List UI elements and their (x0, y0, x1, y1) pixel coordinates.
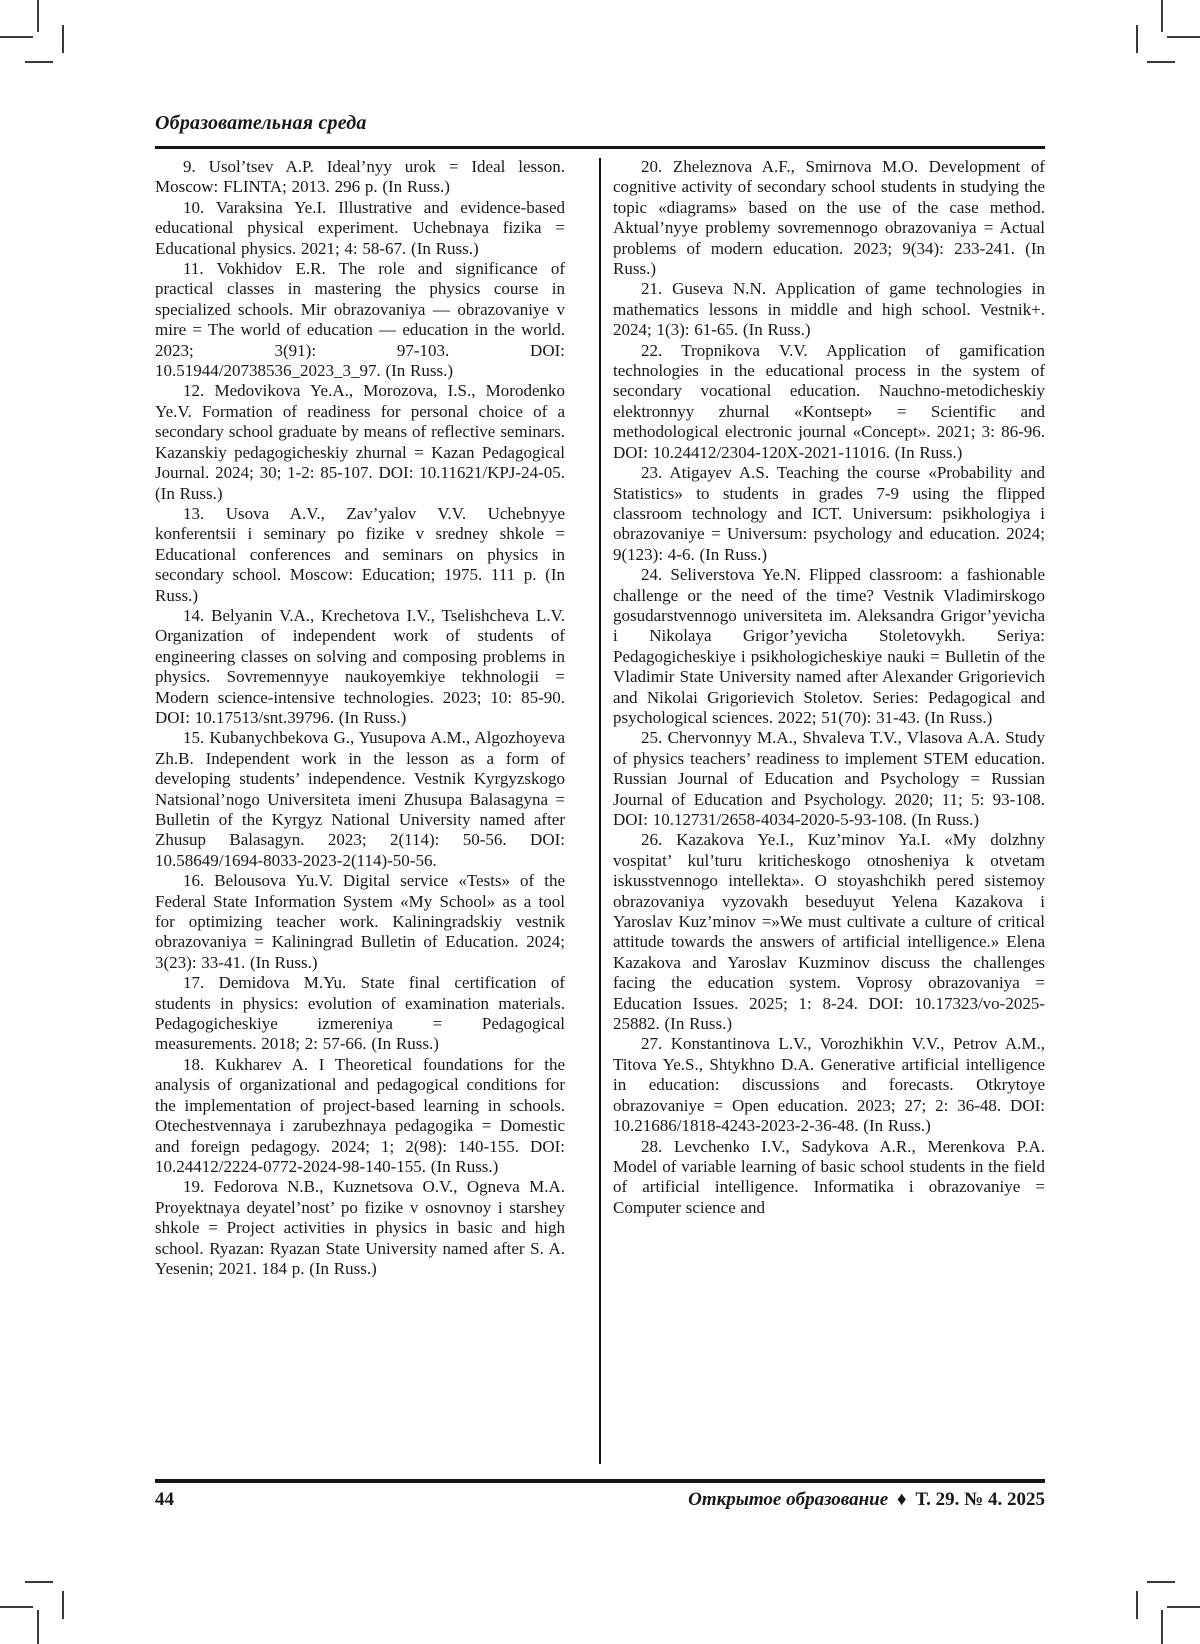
references-column-left (155, 157, 565, 1279)
crop-mark (25, 1581, 53, 1583)
reference-item: 24. Seliverstova Ye.N. Flipped classroom: a fashionable challenge or the need of the time? Vestnik Vladimirskogo gosudarstvennogo universiteta im. Aleksandra Grigor’yevicha i Nikolaya Grigor’yevicha Stoletovykh. Seriya: Pedagogicheskiye i psikhologicheskiye nauki = Bulletin of the Vladimir State University named after Alexander Grigorievich and Nikolai Grigorievich Stoletov. Series: Pedagogical and psychological sciences. 2022; 51(70): 31-43. (In Russ.) (613, 565, 1045, 727)
column-divider-rule (599, 158, 601, 1464)
reference-item: 11. Vokhidov E.R. The role and significance of practical classes in mastering the physics course in specialized schools. Mir obrazovaniya — obrazovaniye v mire = The world of education — education in the world. 2023; 3(91): 97-103. DOI: 10.51944/20738536_2023_3_97. (In Russ.) (155, 259, 565, 381)
crop-mark (1161, 1610, 1163, 1644)
reference-item: 21. Guseva N.N. Application of game technologies in mathematics lessons in middle and high school. Vestnik+. 2024; 1(3): 61-65. (In Russ.) (613, 279, 1045, 340)
footer-rule (155, 1479, 1045, 1483)
crop-mark (1167, 1606, 1200, 1608)
crop-mark (1167, 36, 1200, 38)
reference-item: 20. Zheleznova A.F., Smirnova M.O. Development of cognitive activity of secondary school students in studying the topic «diagrams» based on the use of the case method. Aktual’nyye problemy sovremennogo obrazovaniya = Actual problems of modern education. 2023; 9(34): 233-241. (In Russ.) (613, 157, 1045, 279)
crop-mark (37, 1610, 39, 1644)
reference-item: 13. Usova A.V., Zav’yalov V.V. Uchebnyye konferentsii i seminary po fizike v sredney shkole = Educational conferences and seminars on physics in secondary school. Moscow: Education; 1975. 111 p. (In Russ.) (155, 503, 565, 605)
reference-item: 15. Kubanychbekova G., Yusupova A.M., Algozhoyeva Zh.B. Independent work in the lesson as a form of developing students’ independence. Vestnik Kyrgyzskogo Natsional’nogo Universiteta imeni Zhusupa Balasagyna = Bulletin of the Kyrgyz National University named after Zhusup Balasagyn. 2023; 2(114): 50-56. DOI: 10.58649/1694-8033-2023-2(114)-50-56. (155, 728, 565, 870)
crop-mark (25, 61, 53, 63)
reference-item: 27. Konstantinova L.V., Vorozhikhin V.V., Petrov A.M., Titova Ye.S., Shtykhno D.A. Generative artificial intelligence in education: discussions and forecasts. Otkrytoye obrazovaniye = Open education. 2023; 27; 2: 36-48. DOI: 10.21686/1818-4243-2023-2-36-48. (In Russ.) (613, 1034, 1045, 1136)
crop-mark (1161, 0, 1163, 32)
header-rule (155, 146, 1045, 149)
diamond-icon: ♦ (896, 1489, 907, 1510)
crop-mark (1136, 25, 1138, 53)
reference-item: 26. Kazakova Ye.I., Kuz’minov Ya.I. «My dolzhny vospitat’ kul’turu kriticheskogo otnosheniya k otvetam iskusstvennogo intellekta». O stoyashchikh pered sistemoy obrazovaniya vyzovakh beseduyut Yelena Kazakova i Yaroslav Kuz’minov =»We must cultivate a culture of critical attitude towards the answers of artificial intelligence.» Elena Kazakova and Yaroslav Kuzminov discuss the challenges facing the education system. Voprosy obrazovaniya = Education Issues. 2025; 1: 8-24. DOI: 10.17323/vo-2025-25882. (In Russ.) (613, 830, 1045, 1034)
page-number: 44 (155, 1489, 174, 1510)
reference-item: 28. Levchenko I.V., Sadykova A.R., Merenkova P.A. Model of variable learning of basic school students in the field of artificial intelligence. Informatika i obrazovaniye = Computer science and (613, 1136, 1045, 1217)
crop-mark (1147, 61, 1175, 63)
crop-mark (62, 1591, 64, 1619)
reference-item: 12. Medovikova Ye.A., Morozova, I.S., Morodenko Ye.V. Formation of readiness for personal choice of a secondary school graduate by means of reflective seminars. Kazanskiy pedagogicheskiy zhurnal = Kazan Pedagogical Journal. 2024; 30; 1-2: 85-107. DOI: 10.11621/KPJ-24-05. (In Russ.) (155, 381, 565, 503)
reference-item: 10. Varaksina Ye.I. Illustrative and evidence-based educational physical experiment. Uchebnaya fizika = Educational physics. 2021; 4: 58-67. (In Russ.) (155, 197, 565, 258)
crop-mark (1136, 1591, 1138, 1619)
footer (155, 1489, 1045, 1511)
running-head (155, 112, 1045, 135)
footer-journal-line (688, 1489, 1045, 1511)
crop-mark (1147, 1581, 1175, 1583)
reference-item: 22. Tropnikova V.V. Application of gamification technologies in the educational process in the system of secondary vocational education. Nauchno-metodicheskiy elektronnyy zhurnal «Kontsept» = Scientific and methodological electronic journal «Concept». 2021; 3: 86-96. DOI: 10.24412/2304-120X-2021-11016. (In Russ.) (613, 340, 1045, 462)
crop-mark (62, 25, 64, 53)
reference-item: 19. Fedorova N.B., Kuznetsova O.V., Ogneva M.A. Proyektnaya deyatel’nost’ po fizike v osnovnoy i starshey shkole = Project activities in physics in basic and high school. Ryazan: Ryazan State University named after S. A. Yesenin; 2021. 184 p. (In Russ.) (155, 1177, 565, 1278)
reference-item: 9. Usol’tsev A.P. Ideal’nyy urok = Ideal lesson. Moscow: FLINTA; 2013. 296 p. (In Russ.) (155, 157, 565, 197)
journal-name: Открытое образование (688, 1489, 889, 1510)
crop-mark (0, 36, 33, 38)
reference-item: 25. Chervonnyy M.A., Shvaleva T.V., Vlasova A.A. Study of physics teachers’ readiness to implement STEM education. Russian Journal of Education and Psychology = Russian Journal of Education and Psychology. 2020; 11; 5: 93-108. DOI: 10.12731/2658-4034-2020-5-93-108. (In Russ.) (613, 728, 1045, 829)
issue-reference: Т. 29. № 4. 2025 (915, 1489, 1045, 1510)
reference-item: 17. Demidova M.Yu. State final certification of students in physics: evolution of examination materials. Pedagogicheskiye izmereniya = Pedagogical measurements. 2018; 2: 57-66. (In Russ.) (155, 973, 565, 1054)
section-title: Образовательная среда (155, 112, 367, 134)
crop-mark (37, 0, 39, 32)
reference-item: 23. Atigayev A.S. Teaching the course «Probability and Statistics» to students in grades 7-9 using the flipped classroom technology and ICT. Universum: psikhologiya i obrazovaniye = Universum: psychology and education. 2024; 9(123): 4-6. (In Russ.) (613, 463, 1045, 564)
references-section (155, 156, 1045, 1468)
crop-mark (0, 1606, 33, 1608)
references-column-right (613, 157, 1045, 1218)
reference-item: 16. Belousova Yu.V. Digital service «Tests» of the Federal State Information System «My School» as a tool for optimizing teacher work. Kaliningradskiy vestnik obrazovaniya = Kaliningrad Bulletin of Education. 2024; 3(23): 33-41. (In Russ.) (155, 871, 565, 972)
reference-item: 18. Kukharev A. I Theoretical foundations for the analysis of organizational and pedagogical conditions for the implementation of project-based learning in schools. Otechestvennaya i zarubezhnaya pedagogika = Domestic and foreign pedagogy. 2024; 1; 2(98): 140-155. DOI: 10.24412/2224-0772-2024-98-140-155. (In Russ.) (155, 1054, 565, 1176)
reference-item: 14. Belyanin V.A., Krechetova I.V., Tselishcheva L.V. Organization of independent work of students of engineering classes on solving and composing problems in physics. Sovremennyye naukoyemkiye tekhnologii = Modern science-intensive technologies. 2023; 10: 85-90. DOI: 10.17513/snt.39796. (In Russ.) (155, 605, 565, 727)
